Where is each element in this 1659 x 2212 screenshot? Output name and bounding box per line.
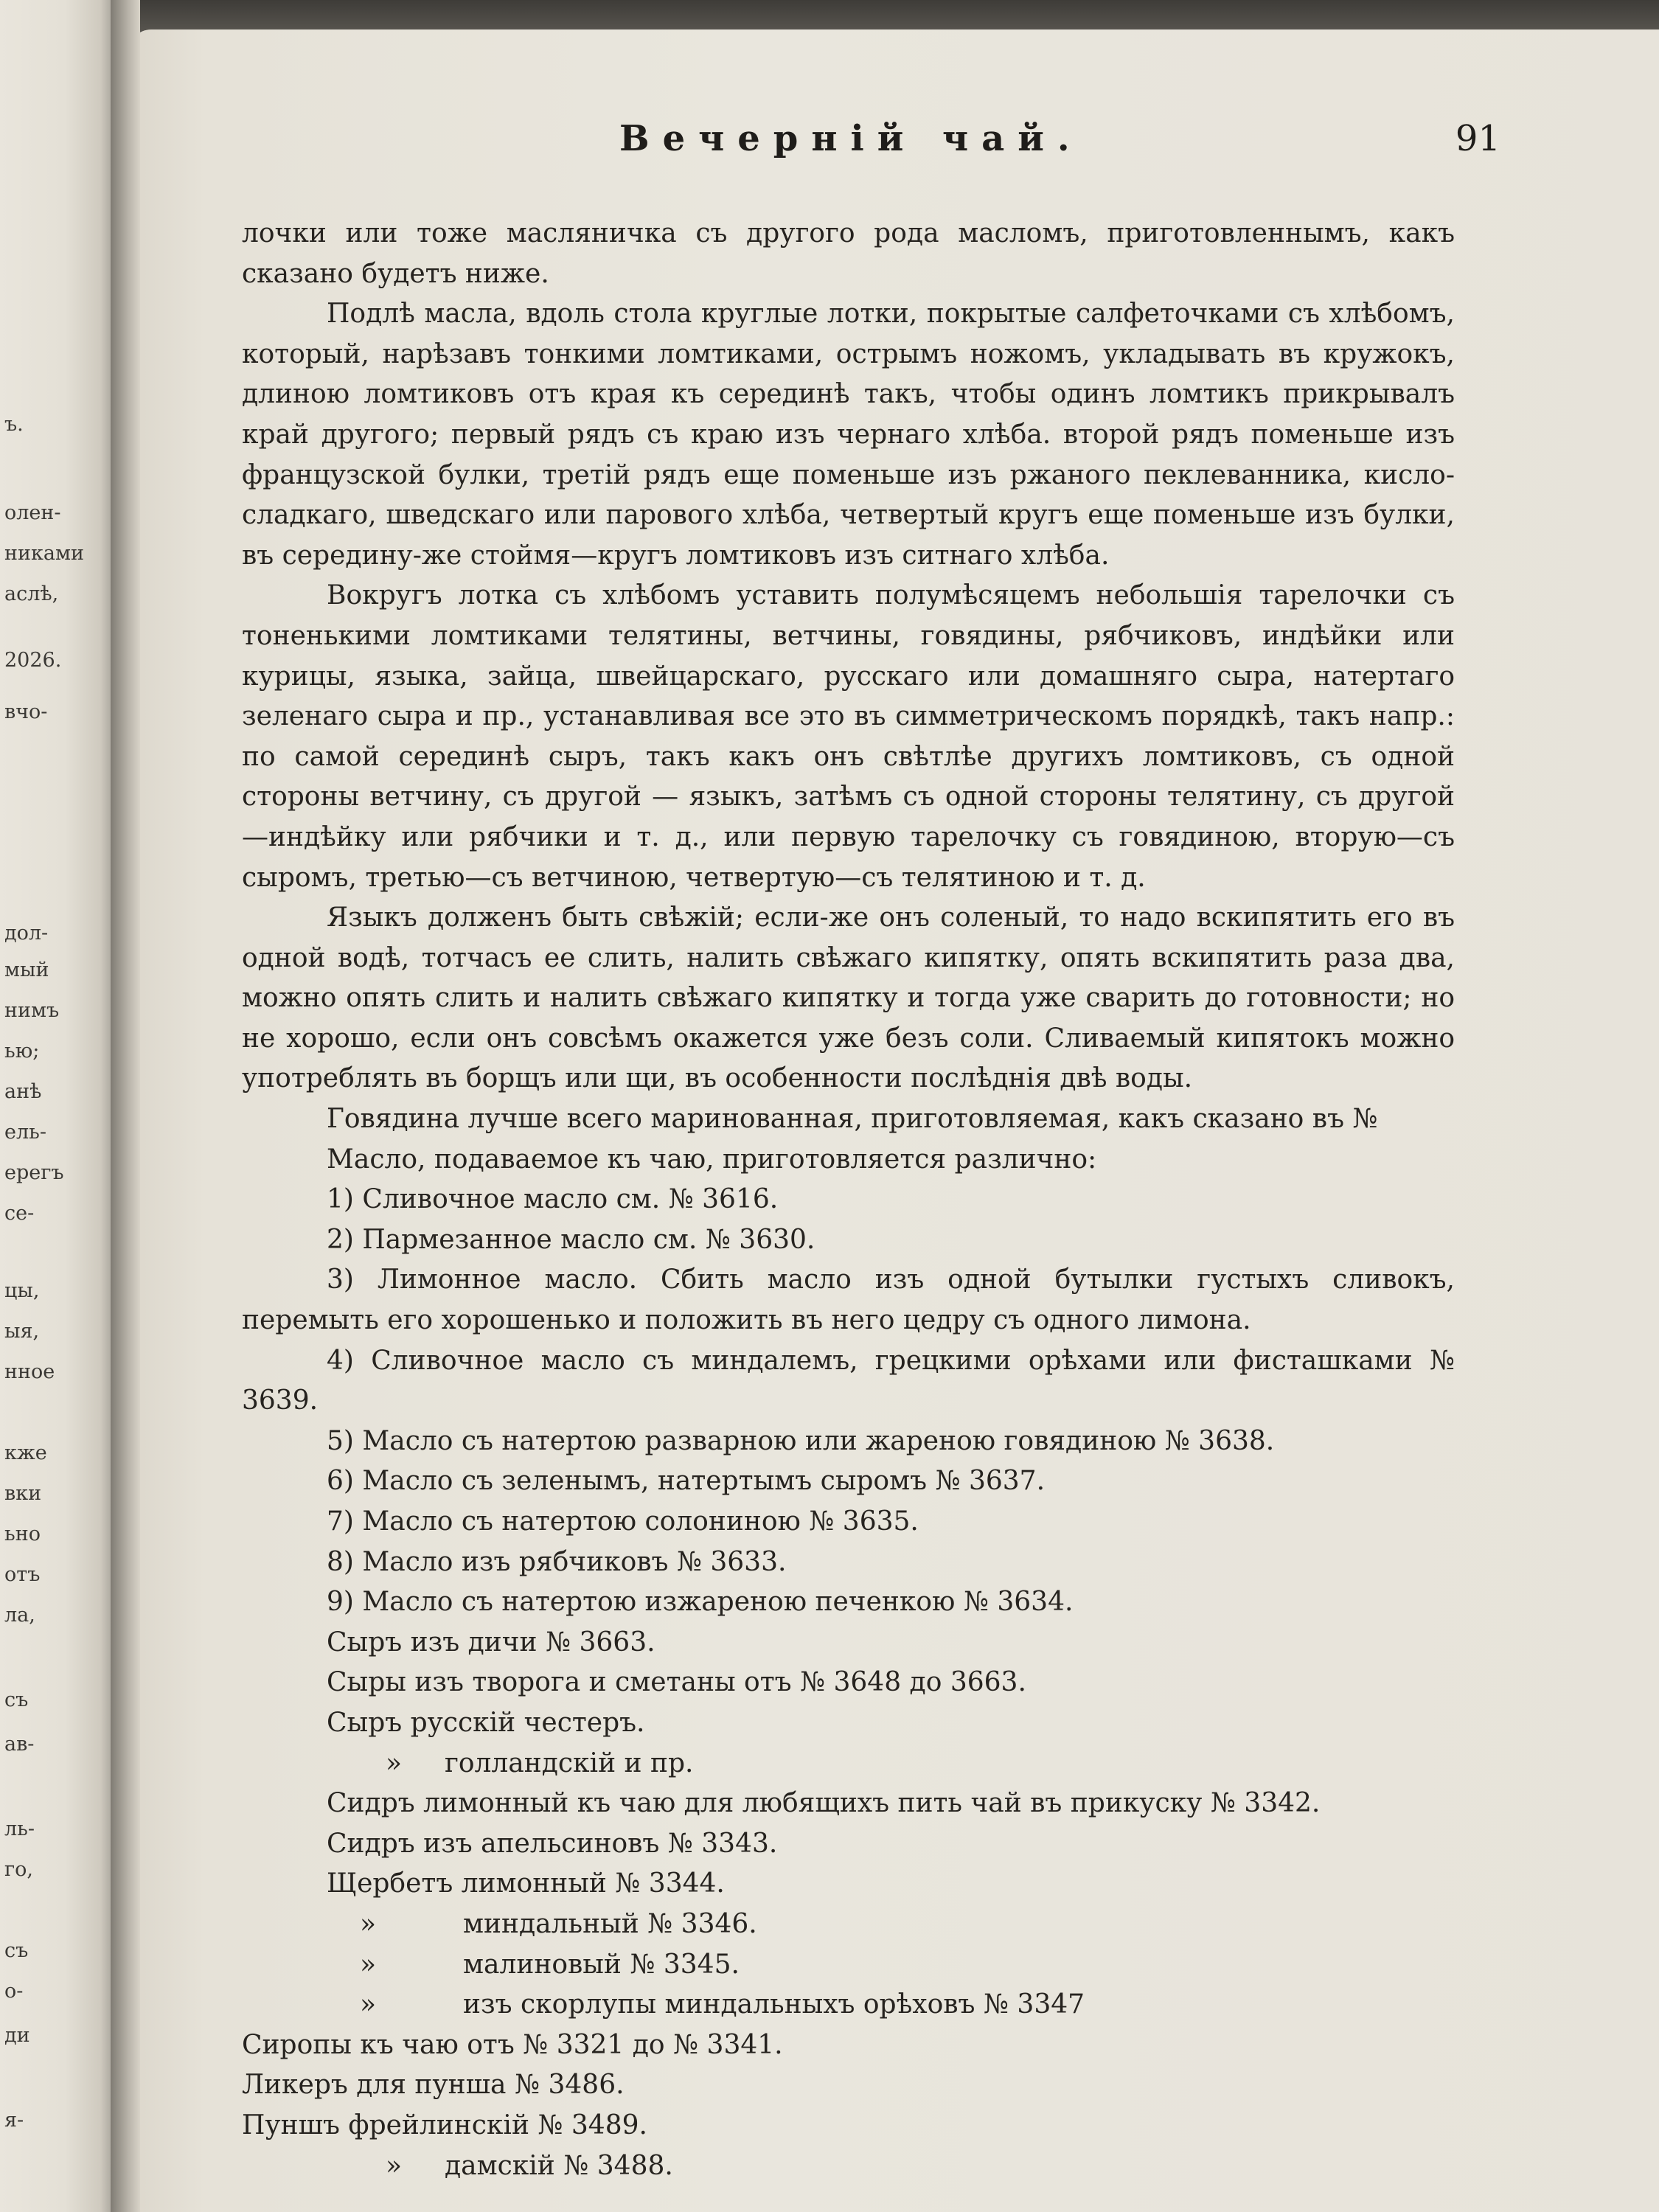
left-fragment: нное: [4, 1360, 55, 1383]
book-gutter: [111, 0, 140, 2212]
ditto-mark: »: [360, 1908, 377, 1939]
sherbet-sub-line: [242, 1985, 1455, 2025]
left-fragment: цы,: [4, 1279, 40, 1302]
left-fragment: вки: [4, 1482, 42, 1505]
butter-intro: Масло, подаваемое къ чаю, приготовляется различно:: [327, 1144, 1097, 1175]
sherbet-line: Щербетъ лимонный № 3344.: [327, 1868, 725, 1899]
left-fragment: ль-: [4, 1818, 35, 1840]
cider-line: Сидръ изъ апельсиновъ № 3343.: [327, 1828, 778, 1859]
ditto-mark: »: [360, 1989, 377, 2020]
ditto-mark: »: [386, 2150, 403, 2181]
sherbet-sub-text: миндальный № 3346.: [463, 1908, 757, 1939]
butter-item: 8) Масло изъ рябчиковъ № 3633.: [327, 1546, 787, 1577]
left-fragment: съ: [4, 1939, 29, 1962]
left-fragment: нимъ: [4, 999, 60, 1022]
left-fragment: 2026.: [4, 649, 62, 672]
punch-sub-text: дамскiй № 3488.: [445, 2150, 673, 2181]
butter-item: 2) Пармезанное масло см. № 3630.: [327, 1224, 815, 1255]
left-fragment: ель-: [4, 1121, 46, 1144]
cider-line: Сидръ лимонный къ чаю для любящихъ пить чай въ прикуску № 3342.: [327, 1788, 1321, 1819]
left-fragment: я-: [4, 2109, 24, 2132]
left-fragment: вчо-: [4, 700, 48, 723]
cheese-sub-line: [242, 1744, 1455, 1784]
page-body: [242, 214, 1455, 2186]
punch-sub-line: [242, 2146, 1455, 2187]
butter-item: 9) Масло съ натертою изжареною печенкою № 3634.: [327, 1587, 1074, 1618]
page-header: [129, 118, 1508, 170]
left-fragment: аслѣ,: [4, 582, 59, 605]
page-number: 91: [1455, 118, 1500, 159]
left-fragment: анѣ: [4, 1080, 42, 1103]
left-fragment: о-: [4, 1980, 24, 2003]
butter-item: 3) Лимонное масло. Сбить масло изъ одной бутылки густыхъ сливокъ, перемыть его хорошенько и положить въ него цедру съ одного лимона.: [242, 1265, 1455, 1336]
ditto-mark: »: [386, 1747, 403, 1778]
left-fragment: мый: [4, 959, 49, 981]
cheese-sub-text: голландскiй и пр.: [445, 1747, 694, 1778]
punch-line: Пуншъ фрейлинскiй № 3489.: [242, 2110, 647, 2140]
left-fragment: никами: [4, 542, 84, 565]
cheese-line: Сыръ изъ дичи № 3663.: [327, 1627, 655, 1658]
left-fragment: го,: [4, 1858, 33, 1881]
butter-item: 5) Масло съ натертою разварною или жареною говядиною № 3638.: [327, 1425, 1275, 1456]
left-fragment: ьно: [4, 1523, 41, 1545]
left-fragment: ла,: [4, 1604, 35, 1627]
left-fragment: ав-: [4, 1733, 35, 1756]
syrup-line: Сиропы къ чаю отъ № 3321 до № 3341.: [242, 2029, 783, 2060]
butter-item: 7) Масло съ натертою солониною № 3635.: [327, 1506, 919, 1537]
left-fragment: ыя,: [4, 1320, 40, 1343]
left-fragment: съ: [4, 1688, 29, 1711]
left-fragment: ерегъ: [4, 1161, 64, 1184]
cheese-line: Сыры изъ творога и сметаны отъ № 3648 до 3663.: [327, 1667, 1026, 1698]
paragraph-tongue: Языкъ долженъ быть свѣжiй; если-же онъ соленый, то надо вскипятить его въ одной водѣ, тотчасъ ее слить, налить свѣжаго кипятку, опять вскипятить раза два, можно опять слить и налить свѣжаго кипятку и тогда уже сварить до готовности; но не хорошо, если онъ совсѣмъ окажется уже безъ соли. Сливаемый кипятокъ можно употреблять въ борщъ или щи, въ особенности послѣднiя двѣ воды.: [242, 902, 1455, 1094]
sherbet-sub-line: [242, 1905, 1455, 1945]
left-fragment: ди: [4, 2024, 30, 2047]
facing-page: [0, 0, 118, 2212]
left-fragment: се-: [4, 1202, 35, 1225]
beef-line: Говядина лучше всего маринованная, приготовляемая, какъ сказано въ №: [327, 1104, 1378, 1135]
sherbet-sub-text: малиновый № 3345.: [463, 1949, 740, 1980]
paragraph-continuation: лочки или тоже масляничка съ другого рода масломъ, приготовленнымъ, какъ сказано будетъ ниже.: [242, 218, 1455, 289]
left-fragment: ью;: [4, 1040, 40, 1062]
butter-item: 1) Сливочное масло см. № 3616.: [327, 1184, 779, 1215]
butter-item: 6) Масло съ зеленымъ, натертымъ сыромъ № 3637.: [327, 1466, 1046, 1497]
left-fragment: дол-: [4, 922, 49, 945]
left-fragment: кже: [4, 1441, 47, 1464]
paragraph-bread: Подлѣ масла, вдоль стола круглые лотки, покрытые салфеточками съ хлѣбомъ, который, нарѣзавъ тонкими ломтиками, острымъ ножомъ, укладывать въ кружокъ, длиною ломтиковъ отъ края къ серединѣ такъ, чтобы одинъ ломтикъ прикрывалъ край другого; первый рядъ съ краю изъ чернаго хлѣба. второй рядъ поменьше изъ французской булки, третiй рядъ еще поменьше изъ ржаного пеклеванника, кисло-сладкаго, шведскаго или парового хлѣба, четвертый кругъ еще поменьше изъ булки, въ середину-же стоймя—кругъ ломтиковъ изъ ситнаго хлѣба.: [242, 299, 1455, 571]
butter-item: 4) Сливочное масло съ миндалемъ, грецкими орѣхами или фисташками № 3639.: [242, 1345, 1455, 1416]
sherbet-sub-line: [242, 1945, 1455, 1986]
left-fragment: ъ.: [4, 413, 24, 436]
liqueur-line: Ликеръ для пунша № 3486.: [242, 2070, 625, 2101]
left-fragment: отъ: [4, 1563, 41, 1586]
left-fragment: олен-: [4, 501, 61, 524]
paragraph-plates: Вокругъ лотка съ хлѣбомъ уставить полумѣсяцемъ небольшiя тарелочки съ тоненькими ломтиками телятины, ветчины, говядины, рябчиковъ, индѣйки или курицы, языка, зайца, швейцарскаго, русскаго или домашняго сыра, натертаго зеленаго сыра и пр., устанавливая все это въ симметрическомъ порядкѣ, такъ напр.: по самой серединѣ сыръ, такъ какъ онъ свѣтлѣе другихъ ломтиковъ, съ одной стороны ветчину, съ другой — языкъ, затѣмъ съ одной стороны телятину, съ другой—индѣйку или рябчики и т. д., или первую тарелочку съ говядиною, вторую—съ сыромъ, третью—съ ветчиною, четвертую—съ телятиною и т. д.: [242, 580, 1455, 893]
sherbet-sub-text: изъ скорлупы миндальныхъ орѣховъ № 3347: [463, 1989, 1085, 2020]
ditto-mark: »: [360, 1949, 377, 1980]
running-title: Вечернiй чай.: [619, 118, 1083, 159]
cheese-line: Сыръ русскiй честеръ.: [327, 1707, 645, 1738]
